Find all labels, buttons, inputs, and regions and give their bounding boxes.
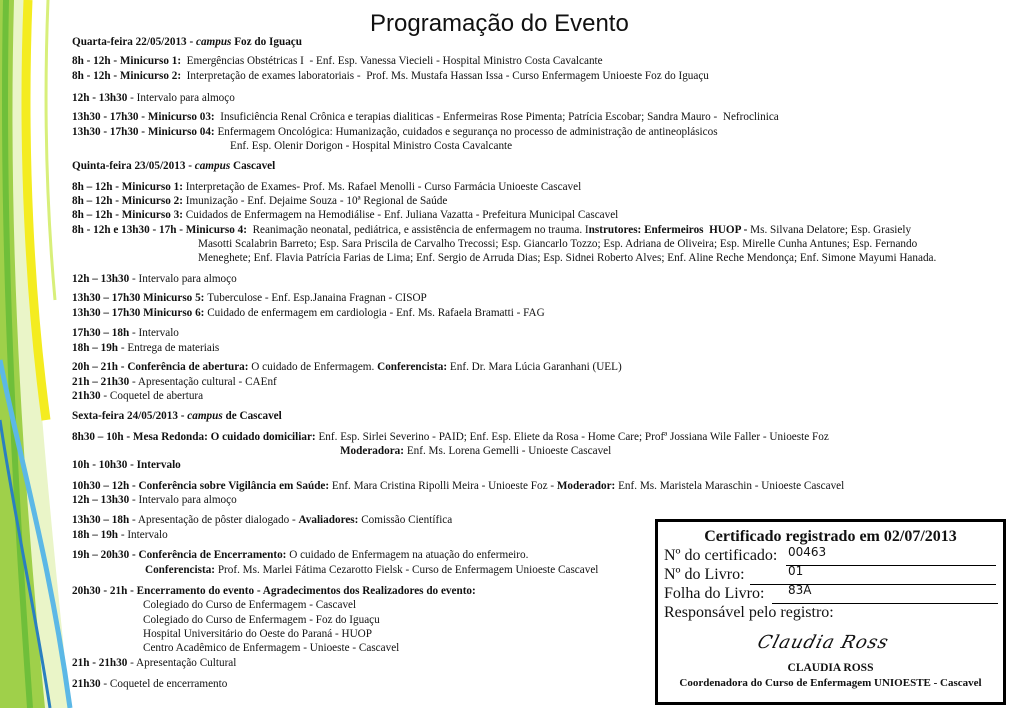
schedule-line bbox=[143, 641, 399, 655]
decorative-swoosh-border bbox=[0, 0, 80, 708]
schedule-line bbox=[145, 563, 598, 577]
bold-segment: 8h30 – 10h - Mesa Redonda: O cuidado domiciliar: bbox=[72, 431, 319, 443]
schedule-line bbox=[72, 360, 622, 374]
text-segment: - Intervalo bbox=[129, 327, 179, 339]
text-segment: Colegiado do Curso de Enfermagem - Foz do Iguaçu bbox=[143, 614, 380, 626]
text-segment: Enfermagem Oncológica: Humanização, cuidados e segurança no processo de administração de antineoplásicos bbox=[217, 126, 718, 138]
schedule-line bbox=[72, 326, 179, 340]
bold-segment: 12h – 13h30 bbox=[72, 273, 130, 285]
text-segment: Emergências Obstétricas I - Enf. Esp. Vanessa Viecieli - Hospital Ministro Costa Cavalcante bbox=[183, 55, 603, 67]
schedule-line bbox=[72, 125, 718, 139]
schedule-line bbox=[72, 375, 277, 389]
bold-segment: 8h – 12h - Minicurso 1: bbox=[72, 181, 186, 193]
day-heading bbox=[72, 159, 275, 173]
schedule-line bbox=[198, 237, 917, 251]
text-segment: Interpretação de Exames- Prof. Ms. Rafael Menolli - Curso Farmácia Unioeste Cascavel bbox=[185, 181, 582, 193]
schedule-line bbox=[72, 272, 237, 286]
bold-segment: Conferencista: bbox=[377, 361, 450, 373]
bold-segment: 13h30 - 17h30 - Minicurso 03: bbox=[72, 111, 218, 123]
schedule-line bbox=[143, 613, 380, 627]
bold-segment: 21h30 bbox=[72, 678, 101, 690]
schedule-line bbox=[72, 513, 452, 527]
text-segment: Comissão Científica bbox=[361, 514, 453, 526]
text-segment: Cuidado de enfermagem em cardiologia - Enf. Ms. Rafaela Bramatti - FAG bbox=[207, 307, 545, 319]
text-segment: Tuberculose - Enf. Esp.Janaina Fragnan - CISOP bbox=[207, 292, 427, 304]
text-segment: Ms. Silvana Delatore; Esp. Grasiely bbox=[750, 224, 912, 236]
bold-segment: de Cascavel bbox=[222, 410, 282, 422]
bold-segment: Avaliadores: bbox=[298, 514, 362, 526]
bold-segment: 20h – 21h - Conferência de abertura: bbox=[72, 361, 252, 373]
bold-segment: 19h – 20h30 - Conferência de Encerramento: bbox=[72, 549, 290, 561]
bold-segment: 12h - 13h30 bbox=[72, 92, 128, 104]
text-segment: Enf. Mara Cristina Ripolli Meira - Unioeste Foz - bbox=[331, 480, 557, 492]
bold-segment: 8h – 12h - Minicurso 3: bbox=[72, 209, 186, 221]
text-segment: Insuficiência Renal Crônica e terapias dialiticas - Enfermeiras Rose Pimenta; Patrícia Escobar; Sandra Mauro - Nefroclinica bbox=[217, 111, 779, 123]
signature: Claudia Ross bbox=[755, 632, 892, 653]
bold-segment: Cascavel bbox=[230, 160, 276, 172]
certificate-registration-box bbox=[655, 519, 1006, 705]
book-number-field bbox=[750, 566, 996, 585]
bold-segment: Conferencista: bbox=[145, 564, 218, 576]
text-segment: Meneghete; Enf. Flavia Patrícia Farias de Lima; Enf. Sergio de Arruda Dias; Esp. Sidnei Roberto Alves; Enf. Aline Reche Mendonça; Enf. Simone Mayumi Hanada. bbox=[198, 252, 937, 264]
text-segment: - Coquetel de abertura bbox=[100, 390, 204, 402]
schedule-line bbox=[198, 251, 936, 265]
schedule-line bbox=[72, 291, 427, 305]
bold-segment: 8h - 12h - Minicurso 2: bbox=[72, 70, 184, 82]
certificate-title: Certificado registrado em 02/07/2013 bbox=[704, 528, 957, 545]
text-segment: - Coquetel de encerramento bbox=[100, 678, 228, 690]
bold-segment: campus bbox=[195, 36, 232, 48]
schedule-line bbox=[72, 194, 447, 208]
schedule-line bbox=[143, 627, 372, 641]
certificate-number-value: 00463 bbox=[788, 545, 827, 559]
text-segment: - Intervalo bbox=[118, 529, 168, 541]
bold-segment: nstrutores: Enfermeiros HUOP - bbox=[588, 224, 751, 236]
bold-segment: 21h - 21h30 bbox=[72, 657, 128, 669]
schedule-line bbox=[230, 139, 512, 153]
text-segment: Interpretação de exames laboratoriais - Prof. Ms. Mustafa Hassan Issa - Curso Enfermagem Unioeste Foz do Iguaçu bbox=[183, 70, 709, 82]
book-page-row bbox=[664, 585, 764, 603]
text-segment: Masotti Scalabrin Barreto; Esp. Sara Priscila de Carvalho Trecossi; Esp. Giancarlo Tozzo; Esp. Adriana de Oliveira; Esp. Mirelle Cunha Antunes; Esp. Fernando bbox=[198, 238, 918, 250]
text-segment: - Apresentação cultural - CAEnf bbox=[129, 376, 277, 388]
schedule-line bbox=[72, 54, 603, 68]
bold-segment: Foz do Iguaçu bbox=[231, 36, 302, 48]
schedule-line bbox=[72, 110, 779, 124]
schedule-line bbox=[143, 598, 356, 612]
schedule-line bbox=[72, 430, 829, 444]
schedule-line bbox=[72, 677, 227, 691]
text-segment: O cuidado de Enfermagem na atuação do enfermeiro. bbox=[289, 549, 529, 561]
text-segment: - Apresentação de pôster dialogado - bbox=[129, 514, 299, 526]
text-segment: Cuidados de Enfermagem na Hemodiálise - Enf. Juliana Vazatta - Prefeitura Municipal Cascavel bbox=[185, 209, 619, 221]
schedule-line bbox=[72, 69, 709, 83]
schedule-line bbox=[72, 223, 911, 237]
book-number-value: 01 bbox=[788, 564, 804, 578]
text-segment: Hospital Universitário do Oeste do Paraná - HUOP bbox=[143, 628, 372, 640]
bold-segment: 8h – 12h - Minicurso 2: bbox=[72, 195, 186, 207]
bold-segment: 13h30 – 17h30 Minicurso 5: bbox=[72, 292, 208, 304]
text-segment: Centro Acadêmico de Enfermagem - Unioeste - Cascavel bbox=[143, 642, 400, 654]
bold-segment: 13h30 - 17h30 - Minicurso 04: bbox=[72, 126, 218, 138]
schedule-line bbox=[72, 528, 168, 542]
bold-segment: Moderador: bbox=[556, 480, 619, 492]
bold-segment: campus bbox=[194, 160, 231, 172]
bold-segment: 12h – 13h30 bbox=[72, 494, 130, 506]
bold-segment: 8h - 12h e 13h30 - 17h - Minicurso 4: bbox=[72, 224, 250, 236]
text-segment: - Intervalo para almoço bbox=[129, 494, 237, 506]
bold-segment: 18h – 19h bbox=[72, 342, 119, 354]
certificate-number-row bbox=[664, 547, 777, 565]
text-segment: Imunização - Enf. Dejaime Souza - 10ª Regional de Saúde bbox=[185, 195, 448, 207]
day-heading bbox=[72, 35, 302, 49]
bold-segment: 17h30 – 18h bbox=[72, 327, 130, 339]
text-segment: Enf. Esp. Olenir Dorigon - Hospital Ministro Costa Cavalcante bbox=[230, 140, 513, 152]
text-segment: - Apresentação Cultural bbox=[127, 657, 237, 669]
bold-segment: Quinta-feira 23/05/2013 - bbox=[72, 160, 195, 172]
bold-segment: Moderadora: bbox=[340, 445, 407, 457]
certificate-number-label: Nº do certificado: bbox=[664, 547, 778, 564]
book-page-field bbox=[772, 585, 998, 604]
bold-segment: 20h30 - 21h - Encerramento do evento - Agradecimentos dos Realizadores do evento: bbox=[72, 585, 476, 597]
text-segment: Prof. Ms. Marlei Fátima Cezarotto Fielsk - Curso de Enfermagem Unioeste Cascavel bbox=[217, 564, 599, 576]
page-title: Programação do Evento bbox=[370, 10, 629, 37]
schedule-line bbox=[72, 180, 581, 194]
bold-segment: 21h30 bbox=[72, 390, 101, 402]
bold-segment: Quarta-feira 22/05/2013 - bbox=[72, 36, 196, 48]
book-number-label: Nº do Livro: bbox=[664, 566, 745, 583]
signatory-role: Coordenadora do Curso de Enfermagem UNIOESTE - Cascavel bbox=[679, 677, 982, 689]
schedule-line bbox=[72, 548, 528, 562]
book-page-label: Folha do Livro: bbox=[664, 585, 765, 602]
book-page-value: 83A bbox=[788, 583, 812, 597]
responsible-label: Responsável pelo registro: bbox=[664, 604, 834, 621]
bold-segment: 18h – 19h bbox=[72, 529, 119, 541]
text-segment: - Intervalo para almoço bbox=[127, 92, 235, 104]
schedule-line bbox=[72, 91, 235, 105]
schedule-line bbox=[72, 656, 236, 670]
bold-segment: Sexta-feira 24/05/2013 - bbox=[72, 410, 188, 422]
schedule-line bbox=[72, 479, 844, 493]
text-segment: O cuidado de Enfermagem. bbox=[251, 361, 378, 373]
bold-segment: 13h30 – 17h30 Minicurso 6: bbox=[72, 307, 208, 319]
day-heading bbox=[72, 409, 282, 423]
text-segment: Enf. Dr. Mara Lúcia Garanhani (UEL) bbox=[449, 361, 622, 373]
bold-segment: campus bbox=[187, 410, 223, 422]
schedule-line bbox=[340, 444, 611, 458]
schedule-line bbox=[72, 584, 476, 598]
text-segment: Reanimação neonatal, pediátrica, e assistência de enfermagem no trauma. I bbox=[249, 224, 589, 236]
schedule-line bbox=[72, 306, 545, 320]
bold-segment: 13h30 – 18h bbox=[72, 514, 130, 526]
text-segment: Enf. Ms. Maristela Maraschin - Unioeste Cascavel bbox=[618, 480, 845, 492]
schedule-line bbox=[72, 458, 181, 472]
certificate-number-field bbox=[786, 547, 996, 566]
schedule-line bbox=[72, 493, 237, 507]
text-segment: - Entrega de materiais bbox=[118, 342, 220, 354]
bold-segment: 8h - 12h - Minicurso 1: bbox=[72, 55, 184, 67]
text-segment: Enf. Ms. Lorena Gemelli - Unioeste Cascavel bbox=[406, 445, 612, 457]
bold-segment: 21h – 21h30 bbox=[72, 376, 130, 388]
schedule-line bbox=[72, 341, 219, 355]
bold-segment: 10h - 10h30 - Intervalo bbox=[72, 459, 181, 471]
schedule-line bbox=[72, 389, 203, 403]
signatory-name: CLAUDIA ROSS bbox=[787, 662, 874, 674]
text-segment: - Intervalo para almoço bbox=[129, 273, 237, 285]
bold-segment: 10h30 – 12h - Conferência sobre Vigilância em Saúde: bbox=[72, 480, 332, 492]
text-segment: Colegiado do Curso de Enfermagem - Cascavel bbox=[143, 599, 357, 611]
schedule-line bbox=[72, 208, 618, 222]
book-number-row bbox=[664, 566, 745, 584]
text-segment: Enf. Esp. Sirlei Severino - PAID; Enf. Esp. Eliete da Rosa - Home Care; Profª Jossiana Wile Faller - Unioeste Foz bbox=[318, 431, 829, 443]
